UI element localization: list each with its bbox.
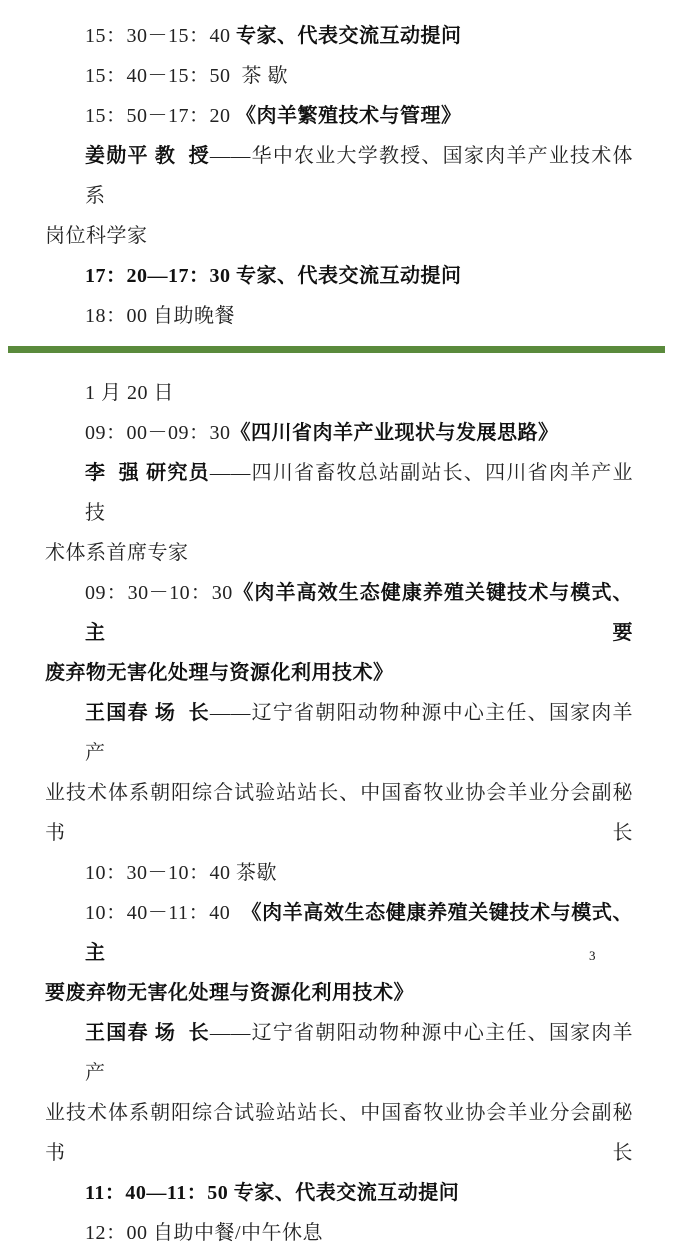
text-segment: ——四川省畜牧总站副站长、四川省肉羊产业技: [85, 462, 634, 524]
text-segment: 15：30－15：40: [85, 25, 236, 47]
text-segment: 09：00－09：30: [85, 422, 231, 444]
schedule-line: [45, 893, 633, 973]
text-segment: 李 强 研究员: [85, 462, 210, 484]
text-segment: 专家、代表交流互动提问: [236, 265, 462, 287]
schedule-line: [45, 533, 633, 573]
page-number: 3: [589, 948, 596, 963]
schedule-line: [45, 1213, 633, 1253]
text-segment: 术体系首席专家: [45, 542, 189, 564]
schedule-line: [45, 296, 633, 336]
schedule-line: [45, 413, 633, 453]
text-segment: 王国春 场 长: [85, 1022, 210, 1044]
text-segment: 12：00: [85, 1222, 153, 1244]
text-segment: 专家、代表交流互动提问: [233, 1182, 460, 1204]
text-segment: 茶 歇: [241, 65, 288, 87]
schedule-line: [45, 1013, 633, 1093]
text-segment: ——辽宁省朝阳动物种源中心主任、国家肉羊产: [85, 702, 634, 764]
schedule-line: [45, 136, 633, 216]
text-segment: 10：30－10：40: [85, 862, 236, 884]
text-segment: 业技术体系朝阳综合试验站站长、中国畜牧业协会羊业分会副秘书长: [45, 782, 633, 844]
text-segment: 10：40－11：40: [85, 902, 242, 924]
schedule-line: [45, 973, 633, 1013]
text-segment: 自助晚餐: [153, 305, 235, 327]
schedule-line: [45, 216, 633, 256]
text-segment: 业技术体系朝阳综合试验站站长、中国畜牧业协会羊业分会副秘书长: [45, 1102, 633, 1164]
text-segment: 15：40－15：50: [85, 65, 242, 87]
schedule-line: [45, 693, 633, 773]
schedule-line: [45, 653, 633, 693]
text-segment: 《肉羊繁殖技术与管理》: [236, 105, 462, 127]
text-segment: 1 月 20 日: [85, 382, 174, 404]
text-segment: 《肉羊高效生态健康养殖关键技术与模式、主: [85, 902, 634, 964]
text-segment: 姜勋平 教 授: [85, 145, 210, 167]
schedule-line: [45, 256, 633, 296]
text-segment: 茶歇: [236, 862, 277, 884]
schedule-line: [45, 573, 633, 653]
schedule-line: [45, 773, 633, 853]
schedule-body: [45, 0, 633, 1253]
schedule-line: [45, 1093, 633, 1173]
schedule-line: [45, 96, 633, 136]
schedule-line: [45, 16, 633, 56]
text-segment: 自助中餐/中午休息: [153, 1222, 324, 1244]
text-segment: 岗位科学家: [45, 225, 148, 247]
text-segment: 《四川省肉羊产业现状与发展思路》: [230, 422, 559, 444]
text-segment: 专家、代表交流互动提问: [236, 25, 462, 47]
text-segment: 17：20—17：30: [85, 265, 236, 287]
section-divider: [8, 346, 665, 353]
text-segment: 11：40—11：50: [85, 1182, 234, 1204]
text-segment: 废弃物无害化处理与资源化利用技术》: [45, 662, 394, 684]
text-segment: ——辽宁省朝阳动物种源中心主任、国家肉羊产: [85, 1022, 634, 1084]
schedule-line: [45, 853, 633, 893]
schedule-line: [45, 373, 633, 413]
text-segment: 《肉羊高效生态健康养殖关键技术与模式、主要: [85, 582, 634, 644]
text-segment: ——华中农业大学教授、国家肉羊产业技术体系: [85, 145, 634, 207]
text-segment: 18：00: [85, 305, 153, 327]
schedule-line: [45, 56, 633, 96]
text-segment: 09：30－10：30: [85, 582, 233, 604]
schedule-line: [45, 453, 633, 533]
text-segment: 15：50－17：20: [85, 105, 236, 127]
schedule-line: [45, 1173, 633, 1213]
text-segment: 王国春 场 长: [85, 702, 210, 724]
text-segment: 要废弃物无害化处理与资源化利用技术》: [45, 982, 414, 1004]
